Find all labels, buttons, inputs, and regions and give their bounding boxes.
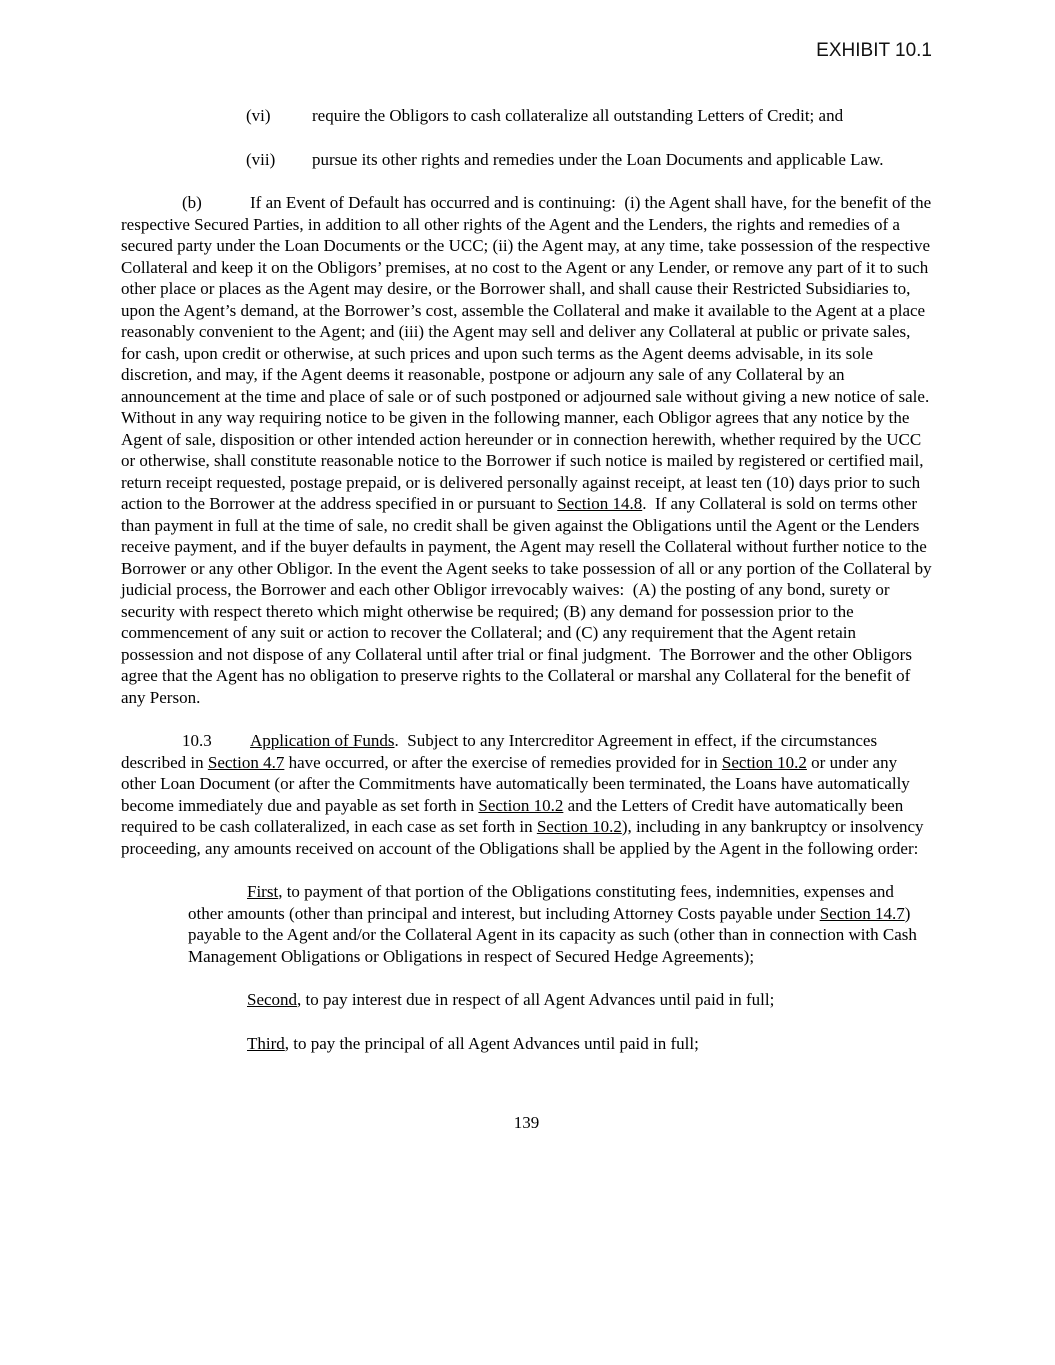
text-segment: If an Event of Default has occurred and is continuing: (i) the Agent shall have, for the benefit of the respective Secured Parties, in addition to all other rights of the Agent and the Lenders, the rights and remedies of a secured party under the Loan Documents or the UCC; (ii) the Agent may, at any time, take possession of the respective Collateral and keep it on the Obligors’ premises, at no cost to the Agent or any Lender, or remove any part of it to such other place or places as the Agent may desire, or the Borrower shall, and shall cause their Restricted Subsidiaries to, upon the Agent’s demand, at the Borrower’s cost, assemble the Collateral and make it available to the Agent at a place reasonably convenient to the Agent; and (iii) the Agent may sell and deliver any Collateral at public or private sales, for cash, upon credit or otherwise, at such prices and upon such terms as the Agent deems advisable, in its sole discretion, and may, if the Agent deems it reasonable, postpone or adjourn any sale of any Collateral by an announcement at the time and place of sale or of such postponed or adjourned sale without giving a new notice of sale. Without in any way requiring notice to be given in the following manner, each Obligor agrees that any notice by the Agent of sale, disposition or other intended action hereunder or in connection herewith, whether required by the UCC or otherwise, shall constitute reasonable notice to the Borrower if such notice is mailed by registered or certified mail, return receipt requested, postage prepaid, or is delivered personally against receipt, at least ten (10) days prior to such action to the Borrower at the address specified in or pursuant to [121,193,938,513]
text-segment: . Subject to any Intercreditor Agreement in effect, if the circumstances described in [121,731,882,772]
paragraph-item-vi [121,105,932,127]
section-number: 10.3 [182,731,212,750]
text-segment: , to payment of that portion of the Obligations constituting fees, indemnities, expenses and other amounts (other than principal and interest, but including Attorney Costs payable under [188,882,899,923]
text-segment: pursue its other rights and remedies under the Loan Documents and applicable Law. [312,149,884,169]
document-body [121,105,938,1054]
underlined-text-segment: Section 4.7 [207,752,285,772]
underlined-text-segment: Application of Funds [250,731,395,750]
paragraph-text [247,990,774,1009]
text-segment: or under any other Loan Document (or after the Commitments have automatically been terminated, the Loans have automatically become immediately due and payable as set forth in [121,752,915,815]
paragraph-text [188,882,921,966]
text-segment: , to pay interest due in respect of all Agent Advances until paid in full; [297,990,775,1009]
underlined-text-segment: Section 14.7 [819,903,905,923]
page-footer [121,1112,932,1134]
underlined-text-segment: Third [247,1033,285,1053]
text-segment: and the Letters of Credit have automatically been required to be cash collateralized, in each case as set forth in [121,795,908,836]
underlined-text-segment: First [247,882,279,901]
paragraph-text [312,150,884,169]
paragraph-item-vii [121,149,932,171]
underlined-text-segment: Second [247,990,298,1009]
paragraph-text [121,193,937,707]
paragraph-text [247,1034,699,1053]
underlined-text-segment: Section 10.2 [721,752,807,772]
underlined-text-segment: Section 10.2 [536,817,622,836]
paragraph-clause-first [121,881,932,967]
text-segment: require the Obligors to cash collateralize all outstanding Letters of Credit; and [312,106,844,125]
text-segment: , to pay the principal of all Agent Advances until paid in full; [284,1033,699,1053]
page-header [121,40,932,61]
paragraph-b [121,192,938,708]
paragraph-section-10-3 [121,730,932,859]
list-marker-b: (b) [182,193,202,212]
list-marker-vi: (vi) [246,106,271,125]
text-segment: ) payable to the Agent and/or the Collateral Agent in its capacity as such (other than in connection with Cash Management Obligations or Obligations in respect of Secured Hedge Agreements); [188,903,922,966]
page-number: 139 [513,1113,540,1132]
underlined-text-segment: Section 10.2 [478,795,564,815]
text-segment: ), including in any bankruptcy or insolvency proceeding, any amounts received on account of the Obligations shall be applied by the Agent in the following order: [121,817,928,858]
text-segment: . If any Collateral is sold on terms other than payment in full at the time of sale, no credit shall be given against the Obligations until the Agent or the Lenders receive payment, and if the buyer defaults in payment, the Agent may resell the Collateral without further notice to the Borrower or any other Obligor. In the event the Agent seeks to take possession of all or any portion of the Collateral by judicial process, the Borrower and each other Obligor irrevocably waives: (A) the posting of any bond, surety or security with respect thereto which might otherwise be required; (B) any demand for possession prior to the commencement of any suit or action to recover the Collateral; and (C) any requirement that the Agent retain possession and not dispose of any Collateral until after trial or final judgment. The Borrower and the other Obligors agree that the Agent has no obligation to preserve rights to the Collateral or marshal any Collateral for the benefit of any Person. [121,494,936,707]
paragraph-clause-second [121,989,932,1011]
underlined-text-segment: Section 14.8 [557,494,643,513]
paragraph-clause-third [121,1033,932,1055]
paragraph-text [312,106,843,125]
text-segment: have occurred, or after the exercise of remedies provided for in [284,752,722,772]
list-marker-vii: (vii) [246,149,276,169]
exhibit-label: EXHIBIT 10.1 [816,40,932,61]
